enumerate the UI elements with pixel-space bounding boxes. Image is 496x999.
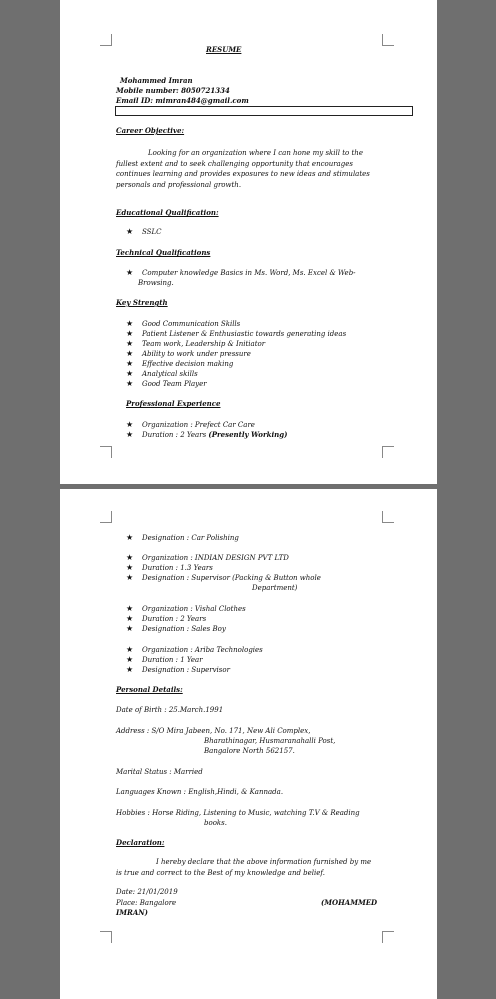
list-item-text: Designation : Supervisor (Packing & Button whole [142,574,321,582]
list-item-text: Duration : 2 Years [142,615,207,623]
corner-mark [100,511,112,523]
presently-working-label: (Presently Working) [208,430,288,439]
languages-known: Languages Known : English,Hindi, & Kannada. [116,788,284,796]
marital-status: Marital Status : Married [116,768,203,776]
star-bullet-icon: ★ [126,645,134,654]
list-item [126,604,246,614]
list-item-text: Duration : 1.3 Years [142,564,213,572]
list-item-text: Computer knowledge Basics in Ms. Word, Ms. Excel & Web- [142,269,356,277]
list-item-text: Team work, Leadership & Initiator [142,340,266,348]
star-bullet-icon: ★ [126,329,134,338]
corner-mark [382,931,394,943]
key-strength-list [126,319,346,389]
star-bullet-icon: ★ [126,604,134,613]
education-list [126,227,161,237]
corner-mark [382,34,394,46]
career-objective-heading: Career Objective: [116,126,185,135]
declaration-date: Date: 21/01/2019 [116,888,178,896]
personal-details-heading: Personal Details: [116,685,183,694]
star-bullet-icon: ★ [126,665,134,674]
star-bullet-icon: ★ [126,359,134,368]
list-item-text: Organization : Vishal Clothes [142,605,246,613]
star-bullet-icon: ★ [126,268,134,277]
signature-name-cont: IMRAN) [116,908,148,917]
star-bullet-icon: ★ [126,533,134,542]
star-bullet-icon: ★ [126,339,134,348]
list-item [126,645,263,655]
date-of-birth: Date of Birth : 25.March.1991 [116,706,224,714]
list-item [126,379,346,389]
applicant-name: Mohammed Imran [120,76,193,85]
experience-list [126,420,287,440]
star-bullet-icon: ★ [126,319,134,328]
star-bullet-icon: ★ [126,227,134,236]
declaration-paragraph: I hereby declare that the above information furnished by me is true and correct to the Best of my knowledge and belief. [116,858,372,877]
list-item [126,339,346,349]
address-line-3: Bangalore North 562157. [204,747,295,755]
resume-page-1 [60,0,437,484]
address-line-2: Bharathinagar, Husmaranahalli Post, [204,737,336,745]
star-bullet-icon: ★ [126,655,134,664]
technical-heading: Technical Qualifications [116,248,211,257]
address-line-1: Address : S/O Mira Jabeen, No. 171, New Ali Complex, [116,727,311,735]
star-bullet-icon: ★ [126,349,134,358]
list-item-text: Ability to work under pressure [142,350,251,358]
corner-mark [100,34,112,46]
star-bullet-icon: ★ [126,614,134,623]
corner-mark [100,931,112,943]
list-item [126,573,321,583]
list-item [126,563,321,573]
star-bullet-icon: ★ [126,369,134,378]
list-item-text: Good Team Player [142,380,207,388]
list-item-text: Designation : Supervisor [142,666,230,674]
list-item-text: Designation : Car Polishing [142,534,239,542]
list-item [126,369,346,379]
experience-list-vishal [126,604,246,634]
list-item-text: Analytical skills [142,370,198,378]
list-item [126,583,321,593]
list-item-text: Patient Listener & Enthusiastic towards generating ideas [142,330,347,338]
corner-mark [382,446,394,458]
list-item [126,624,246,634]
education-heading: Educational Qualification: [116,208,219,217]
list-item [126,329,346,339]
list-item [126,553,321,563]
email-address: Email ID: mimran484@gmail.com [116,96,249,105]
star-bullet-icon: ★ [126,379,134,388]
career-objective-paragraph: Looking for an organization where I can hone my skill to the fullest extent and to seek challenging opportunity that encourages continues learning and provides exposures to new ideas and stimulates personals and professional growth. [116,149,370,189]
list-item-text: Browsing. [138,279,174,287]
section-divider [115,106,413,116]
hobbies-line-1: Hobbies : Horse Riding, Listening to Music, watching T.V & Reading [116,809,360,817]
star-bullet-icon: ★ [126,624,134,633]
star-bullet-icon: ★ [126,430,134,439]
declaration-text [116,857,378,878]
list-item-text: Designation : Sales Boy [142,625,226,633]
list-item-text: Duration : 1 Year [142,656,203,664]
experience-list-indian-design [126,553,321,593]
list-item [126,614,246,624]
resume-title: RESUME [206,45,242,54]
experience-list-cont [126,533,239,543]
experience-list-ariba [126,645,263,675]
key-strength-heading: Key Strength [116,298,168,307]
star-bullet-icon: ★ [126,420,134,429]
list-item [126,420,287,430]
list-item-text: Department) [252,584,298,592]
list-item [126,359,346,369]
technical-list [126,268,356,288]
list-item-text: Duration : 2 Years [142,431,209,439]
list-item [126,533,239,543]
list-item-text: SSLC [142,228,162,236]
declaration-heading: Declaration: [116,838,165,847]
corner-mark [382,511,394,523]
corner-mark [100,446,112,458]
list-item-text: Organization : INDIAN DESIGN PVT LTD [142,554,289,562]
list-item [126,278,356,288]
career-objective-text [116,148,380,190]
list-item-text: Organization : Prefect Car Care [142,421,255,429]
list-item [126,268,356,278]
declaration-place: Place: Bangalore [116,899,177,907]
signature-name: (MOHAMMED [321,898,378,907]
star-bullet-icon: ★ [126,553,134,562]
star-bullet-icon: ★ [126,573,134,582]
resume-page-2 [60,489,437,999]
experience-heading: Professional Experience [126,399,221,408]
list-item [126,349,346,359]
list-item-text: Organization : Ariba Technologies [142,646,263,654]
list-item-text: Good Communication Skills [142,320,241,328]
hobbies-line-2: books. [204,819,227,827]
list-item [126,430,287,440]
list-item [126,227,161,237]
mobile-number: Mobile number: 8050721334 [116,86,230,95]
star-bullet-icon: ★ [126,563,134,572]
list-item [126,655,263,665]
list-item-text: Effective decision making [142,360,234,368]
list-item [126,319,346,329]
list-item [126,665,263,675]
